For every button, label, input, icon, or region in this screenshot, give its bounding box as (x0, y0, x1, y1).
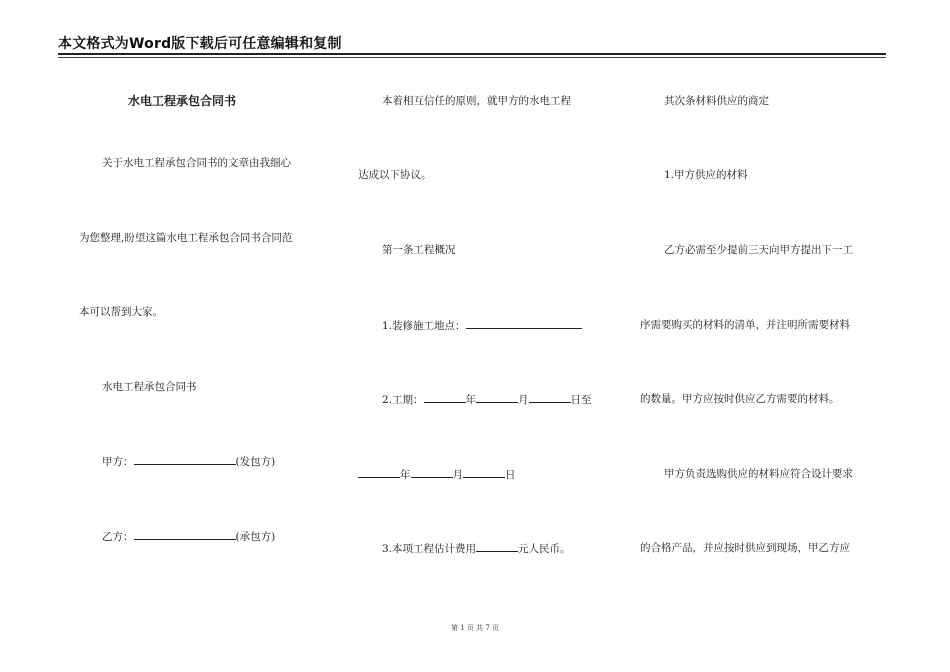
contract-subtitle: 水电工程承包合同书 (102, 381, 197, 393)
section-heading: 第一条工程概况 (382, 244, 456, 256)
day-blank (529, 392, 571, 403)
paragraph-line: 的数量。甲方应按时供应乙方需要的材料。 (640, 393, 840, 405)
end-month-blank (411, 467, 453, 478)
section-heading: 其次条材料供应的商定 (664, 95, 769, 107)
party-a-label: 甲方： (102, 456, 134, 468)
page-number: 第 1 页 共 7 页 (450, 624, 500, 632)
paragraph-line: 关于水电工程承包合同书的文章由我细心 (102, 157, 291, 169)
paragraph-line: 乙方必需至少提前三天向甲方提出下一工 (664, 244, 853, 256)
year-label: 年 (465, 394, 477, 406)
paragraph-line: 甲方负责选购供应的材料应符合设计要求 (664, 468, 853, 480)
day-to-label: 日至 (570, 394, 592, 406)
party-b-role: (承包方) (235, 531, 276, 543)
paragraph-line: 1.甲方供应的材料 (664, 169, 748, 181)
paragraph-line: 序需要购买的材料的清单，并注明所需要材料 (640, 319, 850, 331)
paragraph-line: 的合格产品，并应按时供应到现场，甲乙方应 (640, 542, 850, 554)
item-period-end (358, 467, 516, 482)
paragraph-line: 本着相互信任的原则，就甲方的水电工程 (382, 95, 571, 107)
end-month-label: 月 (452, 469, 463, 481)
item-location-label: 1.装修施工地点： (382, 320, 466, 332)
header-title: 本文格式为Word版下载后可任意编辑和复制 (58, 36, 342, 52)
month-label: 月 (518, 394, 529, 406)
party-a-role: (发包方) (235, 456, 276, 468)
item-period (382, 392, 592, 407)
month-blank (476, 392, 518, 403)
party-b-blank (134, 529, 236, 540)
paragraph-line: 本可以帮到大家。 (79, 306, 163, 318)
party-b-label: 乙方： (102, 531, 134, 543)
end-year-blank (358, 467, 400, 478)
cost-blank (476, 541, 518, 552)
end-year-label: 年 (400, 469, 411, 481)
end-day-blank (463, 467, 505, 478)
document-title: 水电工程承包合同书 (128, 94, 237, 108)
paragraph-line: 为您整理,盼望这篇水电工程承包合同书合同范 (79, 232, 293, 244)
location-blank (466, 318, 582, 329)
paragraph-line: 达成以下协议。 (358, 169, 432, 181)
item-period-label: 2.工期： (382, 394, 424, 406)
end-day-label: 日 (505, 469, 516, 481)
item-cost-suffix: 元人民币。 (518, 543, 571, 555)
item-cost (382, 541, 571, 556)
party-a-line (102, 454, 275, 469)
party-b-line (102, 529, 275, 544)
item-location (382, 318, 582, 333)
header-rule (58, 53, 886, 55)
party-a-blank (134, 454, 236, 465)
year-blank (424, 392, 466, 403)
item-cost-label: 3.本项工程估计费用 (382, 543, 477, 555)
header-rule-thin (58, 57, 886, 58)
